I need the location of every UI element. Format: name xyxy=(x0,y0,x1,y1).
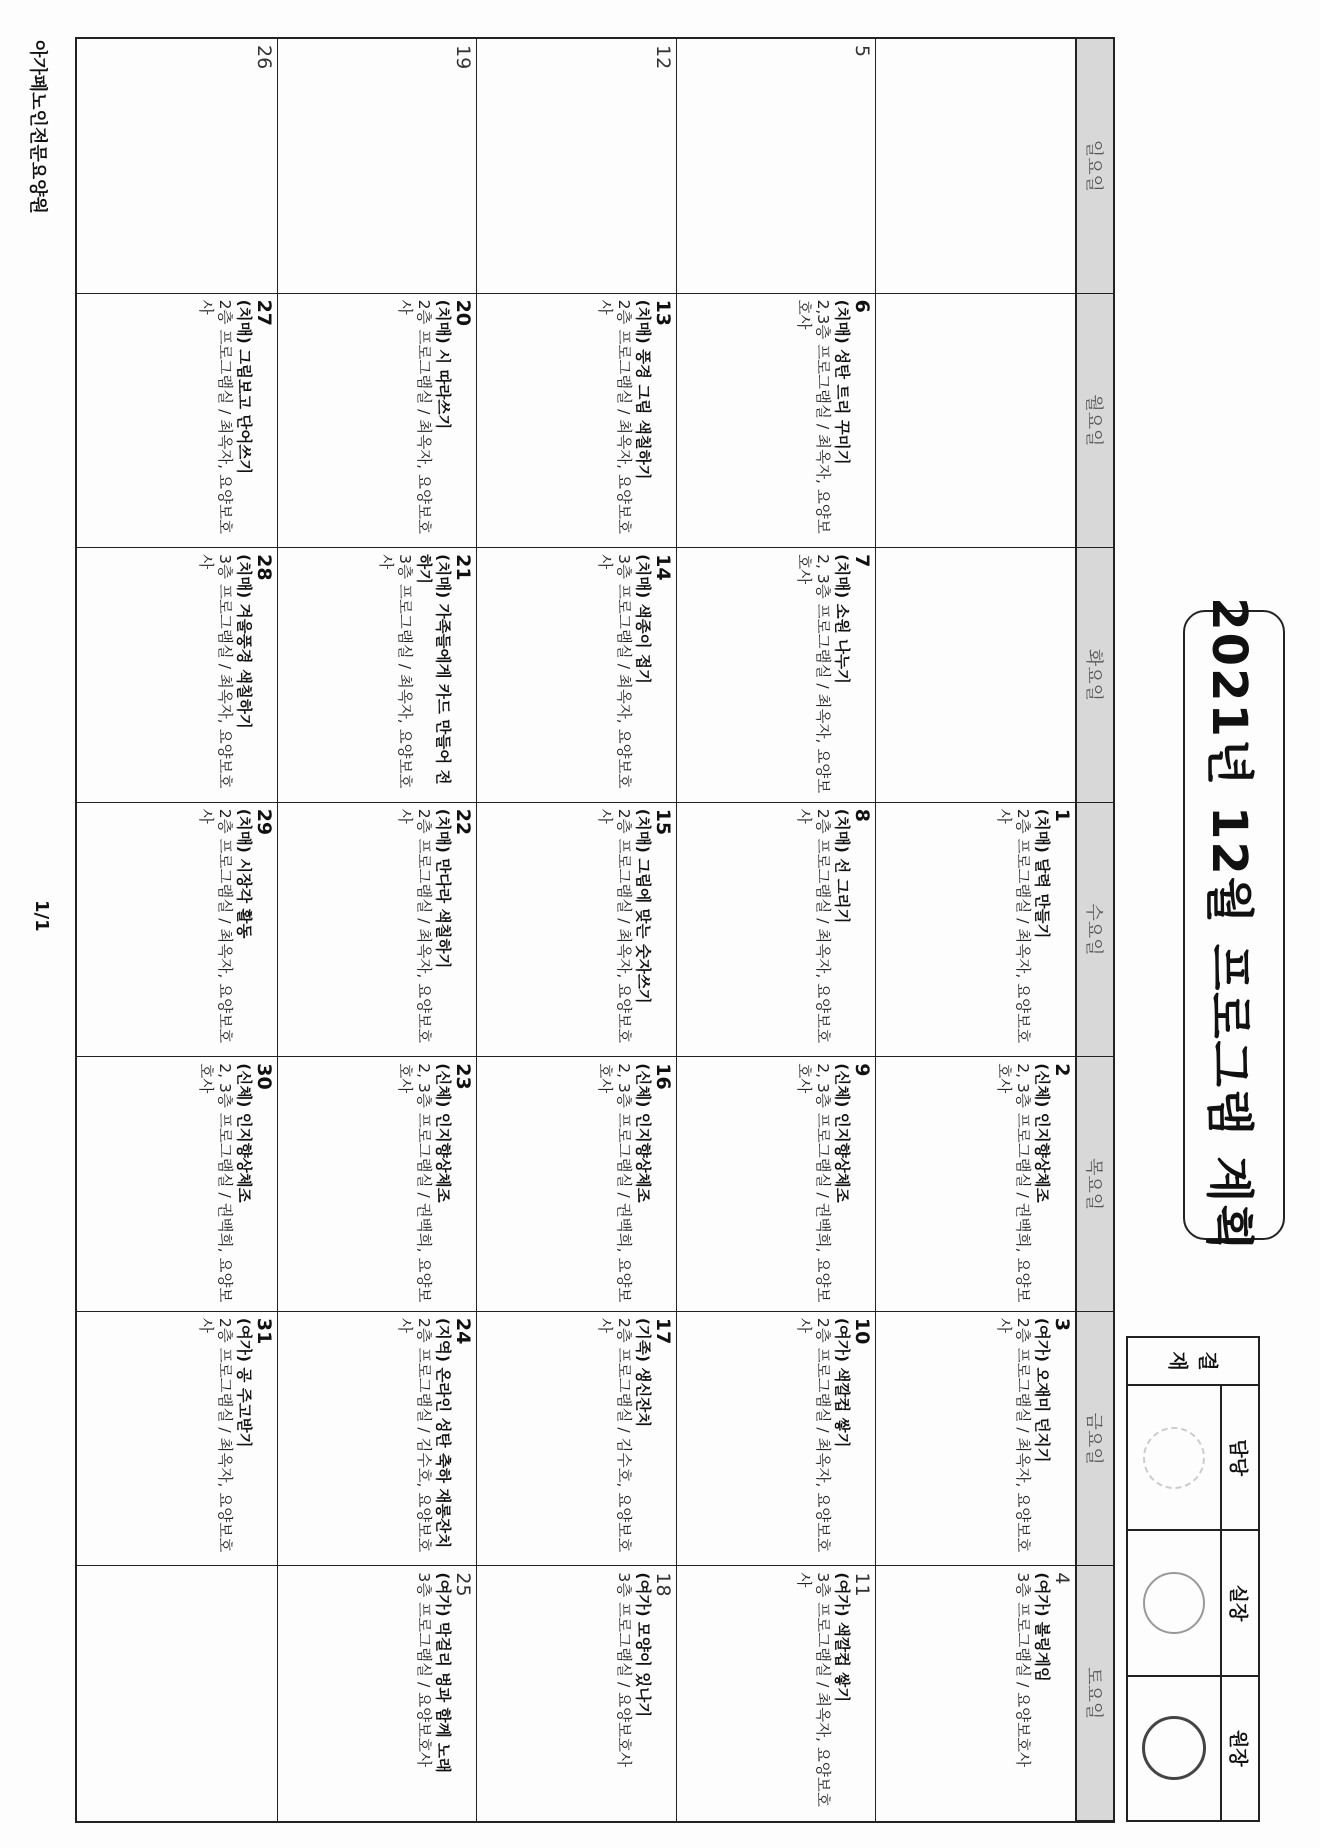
program-detail: 2층 프로그램실 / 최옥자, 요양보호사 xyxy=(196,1317,234,1553)
day-number: 20 xyxy=(452,299,475,327)
calendar-day-cell xyxy=(875,548,1075,803)
approval-head-1: 결 xyxy=(1196,1351,1220,1371)
calendar-day-cell xyxy=(77,803,277,1058)
day-number: 28 xyxy=(252,554,275,581)
signature-slot xyxy=(1128,1677,1220,1820)
weekday-header: 목요일 xyxy=(1075,1057,1113,1312)
calendar-day-cell xyxy=(277,39,477,294)
day-number: 4 xyxy=(1051,1572,1073,1585)
day-number: 31 xyxy=(252,1317,275,1345)
signature-slot xyxy=(1128,1386,1220,1529)
approval-label: 원장 xyxy=(1220,1677,1258,1820)
day-number: 22 xyxy=(452,808,475,836)
approval-col-chief xyxy=(1128,1531,1258,1676)
title-box xyxy=(1183,597,1285,1253)
program-detail: 2, 3층 프로그램실 / 권백희, 요양보호사 xyxy=(196,1063,234,1303)
calendar-day-cell xyxy=(476,1312,676,1567)
program-detail: 3층 프로그램실 / 요양보호사 xyxy=(1014,1572,1032,1767)
program-detail: 2,3층 프로그램실 / 최옥자, 요양보호사 xyxy=(795,299,833,534)
program-detail: 2층 프로그램실 / 최옥자, 요양보호사 xyxy=(595,808,633,1044)
day-number: 29 xyxy=(252,808,275,836)
calendar-day-cell xyxy=(476,548,676,803)
program-detail: 3층 프로그램실 / 최옥자, 요양보호사 xyxy=(795,1572,833,1807)
day-number: 8 xyxy=(851,808,874,822)
calendar-day-cell xyxy=(277,803,477,1058)
program-title: (여가) 오재미 던지기 xyxy=(1033,1317,1051,1463)
program-title: (치매) 가족들에게 카드 만들어 전하기 xyxy=(415,554,453,785)
program-title: (여가) 볼링게임 xyxy=(1033,1572,1051,1682)
day-number: 23 xyxy=(452,1063,475,1090)
calendar-day-cell xyxy=(476,1057,676,1312)
weekday-header: 토요일 xyxy=(1075,1566,1113,1821)
day-number: 16 xyxy=(651,1063,674,1090)
program-detail: 2, 3층 프로그램실 / 권백희, 요양보호사 xyxy=(795,1063,833,1303)
weekday-header: 화요일 xyxy=(1075,548,1113,803)
program-title: (치매) 겨울풍경 색칠하기 xyxy=(234,554,253,729)
calendar-day-cell xyxy=(476,294,676,549)
calendar-day-cell xyxy=(77,1057,277,1312)
calendar-day-cell xyxy=(875,39,1075,294)
calendar-day-cell xyxy=(875,1057,1075,1312)
program-title: (치매) 성탄 트리 꾸미기 xyxy=(833,299,852,465)
program-detail: 2층 프로그램실 / 최옥자, 요양보호사 xyxy=(396,808,434,1044)
calendar-grid xyxy=(75,37,1115,1823)
approval-box xyxy=(1126,1336,1260,1822)
program-detail: 2층 프로그램실 / 최옥자, 요양보호사 xyxy=(595,299,633,534)
calendar-day-cell xyxy=(277,1566,477,1821)
day-number: 5 xyxy=(851,45,874,58)
calendar-day-cell xyxy=(277,1312,477,1567)
day-number: 9 xyxy=(851,1063,874,1077)
program-detail: 3층 프로그램실 / 최옥자, 요양보호사 xyxy=(196,554,234,789)
program-title: (여가) 모양이 있나기 xyxy=(633,1572,652,1718)
day-number: 10 xyxy=(851,1317,874,1345)
approval-label: 실장 xyxy=(1220,1531,1258,1674)
program-title: (치매) 시장각 활동 xyxy=(234,808,253,939)
calendar-day-cell xyxy=(676,39,876,294)
day-number: 25 xyxy=(452,1572,475,1597)
program-detail: 2층 프로그램실 / 최옥자, 요양보호사 xyxy=(196,808,234,1044)
weekday-header: 일요일 xyxy=(1075,39,1113,294)
approval-head xyxy=(1128,1338,1258,1386)
signature-slot xyxy=(1128,1531,1220,1674)
day-number: 11 xyxy=(851,1572,874,1597)
day-number: 21 xyxy=(452,554,475,581)
weekday-header: 수요일 xyxy=(1075,803,1113,1058)
weekday-header: 월요일 xyxy=(1075,294,1113,549)
day-number: 30 xyxy=(252,1063,275,1090)
program-title: (치매) 그림에 맞는 숫자쓰기 xyxy=(633,808,652,1004)
program-detail: 2, 3층 프로그램실 / 권백희, 요양보호사 xyxy=(995,1063,1032,1303)
program-title: (치매) 그림보고 단어쓰기 xyxy=(234,299,253,475)
calendar-day-cell xyxy=(77,294,277,549)
day-number: 12 xyxy=(651,45,674,70)
day-number: 6 xyxy=(851,299,874,313)
program-title: (신체) 인지향상체조 xyxy=(833,1063,852,1203)
approval-col-director xyxy=(1128,1677,1258,1820)
program-detail: 2층 프로그램실 / 최옥자, 요양보호사 xyxy=(795,808,833,1044)
program-title: (여가) 공 주고받기 xyxy=(234,1317,253,1448)
program-detail: 3층 프로그램실 / 최옥자, 요양보호사 xyxy=(377,554,415,789)
signature-stamp xyxy=(1142,1716,1206,1780)
program-title: (여가) 색깔컵 쌓기 xyxy=(833,1317,852,1448)
calendar-day-cell xyxy=(676,1312,876,1567)
program-detail: 2, 3층 프로그램실 / 권백희, 요양보호사 xyxy=(396,1063,434,1303)
footer-organization: 아가페노인전문요양원 xyxy=(27,40,48,214)
calendar-day-cell xyxy=(676,294,876,549)
program-title: (치매) 선 그리기 xyxy=(833,808,852,924)
calendar-day-cell xyxy=(476,39,676,294)
footer-page-number: 1/1 xyxy=(31,900,52,932)
calendar-day-cell xyxy=(676,803,876,1058)
program-detail: 2층 프로그램실 / 김수호, 요양보호사 xyxy=(595,1317,633,1553)
signature-stamp xyxy=(1143,1572,1205,1634)
program-title: (치매) 풍경 그림 색칠하기 xyxy=(633,299,652,480)
program-detail: 2, 3층 프로그램실 / 최옥자, 요양보호사 xyxy=(795,554,833,794)
program-title: (치매) 만다라 색칠하기 xyxy=(434,808,453,969)
program-detail: 3층 프로그램실 / 요양보호사 xyxy=(415,1572,434,1767)
program-detail: 2층 프로그램실 / 최옥자, 요양보호사 xyxy=(795,1317,833,1553)
program-title: (여가) 막걸리 벙과 함께 노래 xyxy=(434,1572,453,1773)
calendar-day-cell xyxy=(875,1312,1075,1567)
calendar-day-cell xyxy=(476,1566,676,1821)
calendar-day-cell xyxy=(277,294,477,549)
calendar-day-cell xyxy=(77,1566,277,1821)
program-title: (신체) 인지향상체조 xyxy=(234,1063,253,1203)
calendar-day-cell xyxy=(277,1057,477,1312)
calendar-day-cell xyxy=(875,294,1075,549)
calendar-day-cell xyxy=(77,548,277,803)
program-title: (신체) 인지향상체조 xyxy=(1033,1063,1051,1203)
calendar-day-cell xyxy=(676,1566,876,1821)
program-title: (치매) 소원 나누기 xyxy=(833,554,852,684)
program-detail: 2층 프로그램실 / 김수호, 요양보호사 xyxy=(396,1317,434,1553)
day-number: 19 xyxy=(452,45,475,70)
day-number: 13 xyxy=(651,299,674,327)
program-title: (신체) 인지향상체조 xyxy=(633,1063,652,1203)
program-title: (치매) 달력 만들기 xyxy=(1033,808,1051,939)
program-detail: 2층 프로그램실 / 최옥자, 요양보호사 xyxy=(995,1317,1032,1553)
calendar-day-cell xyxy=(77,39,277,294)
day-number: 24 xyxy=(452,1317,475,1345)
day-number: 1 xyxy=(1051,808,1073,822)
day-number: 3 xyxy=(1051,1317,1073,1332)
program-title: (치매) 시 따라쓰기 xyxy=(434,299,453,430)
approval-label: 담당 xyxy=(1220,1386,1258,1529)
day-number: 27 xyxy=(252,299,275,327)
day-number: 7 xyxy=(851,554,874,568)
calendar-day-cell xyxy=(476,803,676,1058)
program-title: (지역) 온라인 성탄 축하 재롱잔치 xyxy=(434,1317,453,1549)
calendar-day-cell xyxy=(875,1566,1075,1821)
approval-col-manager xyxy=(1128,1386,1258,1531)
calendar-day-cell xyxy=(676,1057,876,1312)
day-number: 2 xyxy=(1051,1063,1073,1077)
program-detail: 2층 프로그램실 / 최옥자, 요양보호사 xyxy=(396,299,434,534)
weekday-header: 금요일 xyxy=(1075,1312,1113,1567)
day-number: 17 xyxy=(651,1317,674,1345)
program-detail: 3층 프로그램실 / 최옥자, 요양보호사 xyxy=(595,554,633,789)
page-title: 2021년 12월 프로그램 계획 xyxy=(1201,597,1258,1253)
day-number: 26 xyxy=(252,45,275,70)
approval-head-2: 재 xyxy=(1166,1351,1190,1371)
program-title: (치매) 색종이 접기 xyxy=(633,554,652,684)
program-detail: 2층 프로그램실 / 최옥자, 요양보호사 xyxy=(995,808,1032,1044)
program-detail: 3층 프로그램실 / 요양보호사 xyxy=(614,1572,633,1767)
day-number: 14 xyxy=(651,554,674,581)
calendar-day-cell xyxy=(875,803,1075,1058)
program-title: (기족) 생신잔치 xyxy=(633,1317,652,1428)
day-number: 18 xyxy=(651,1572,674,1597)
calendar-day-cell xyxy=(277,548,477,803)
day-number: 15 xyxy=(651,808,674,836)
program-detail: 2, 3층 프로그램실 / 권백희, 요양보호사 xyxy=(595,1063,633,1303)
calendar-day-cell xyxy=(676,548,876,803)
program-detail: 2층 프로그램실 / 최옥자, 요양보호사 xyxy=(196,299,234,534)
program-title: (여가) 색깔컵 쌓기 xyxy=(833,1572,852,1703)
calendar-day-cell xyxy=(77,1312,277,1567)
program-title: (신체) 인지향상체조 xyxy=(434,1063,453,1203)
signature-stamp xyxy=(1143,1427,1205,1489)
